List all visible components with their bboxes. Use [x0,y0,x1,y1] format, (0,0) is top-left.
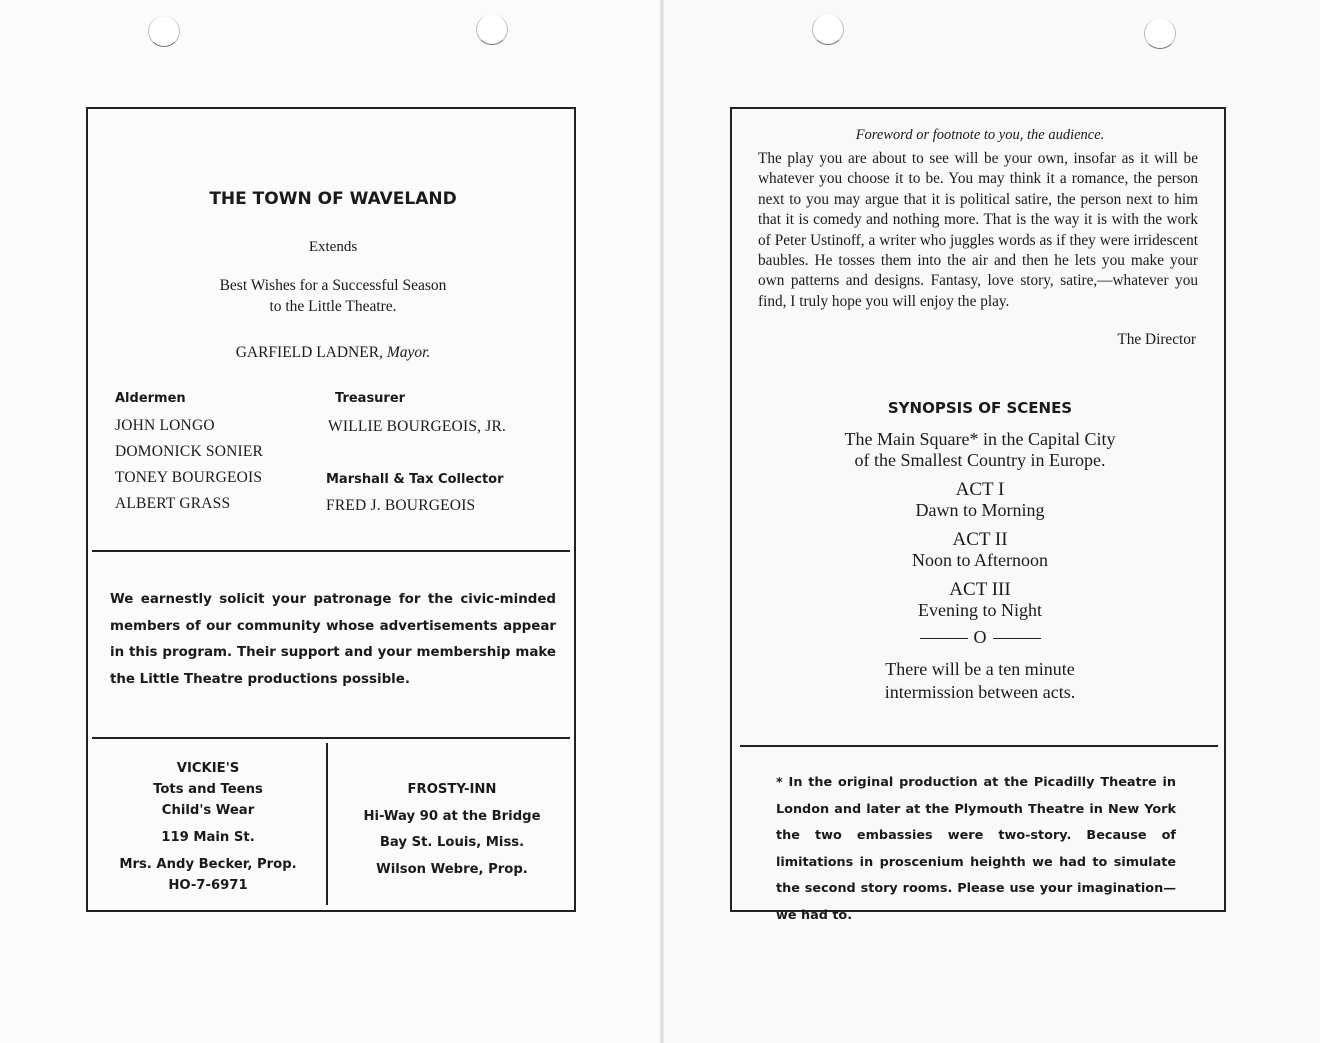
divider-mark: O [973,627,987,647]
ad-name: VICKIE'S [176,761,240,776]
binder-hole-icon [812,14,844,45]
act-title: ACT III [949,579,1011,600]
intermission-line-2: intermission between acts. [884,682,1076,702]
ad-line: Child's Wear [161,803,255,818]
alderman-name: TONEY BOURGEOIS [115,469,263,486]
ad-address: 119 Main St. [161,830,255,845]
binder-hole-icon [148,16,180,47]
wishes-line-2: to the Little Theatre. [269,298,397,315]
act-time: Noon to Afternoon [912,550,1048,570]
setting-line-1: The Main Square* in the Capital City [844,429,1116,449]
director-signature: The Director [1117,331,1196,348]
right-program-box [730,107,1226,923]
ad-line: Bay St. Louis, Miss. [379,835,525,850]
scene-setting [732,429,1228,471]
foreword-title: Foreword or footnote to you, the audience. [855,127,1105,143]
marshall-label: Marshall & Tax Collector [326,472,504,487]
mayor-line [88,344,578,362]
divider-rule [993,638,1041,639]
left-program-box [86,107,576,912]
act-title: ACT II [952,529,1008,550]
marshall-name: FRED J. BOURGEOIS [326,497,476,514]
mayor-title: Mayor. [386,344,431,361]
divider-line [92,737,570,739]
best-wishes [88,275,578,317]
ad-divider-line [326,743,328,905]
treasurer-label: Treasurer [335,391,406,406]
mayor-name: GARFIELD LADNER, [235,344,383,361]
synopsis-title: SYNOPSIS OF SCENES [887,399,1073,417]
ad-line: Tots and Teens [153,782,263,797]
act-time: Evening to Night [918,600,1042,620]
patronage-notice: We earnestly solicit your patronage for the civic-minded members of our community whose advertisements appear in this program. Their support and your membership make the Little Theatre productions possible. [110,592,556,687]
alderman-name: DOMONICK SONIER [115,443,264,460]
wishes-line-1: Best Wishes for a Successful Season [219,277,447,294]
ad-phone: HO-7-6971 [168,878,248,893]
foreword-body: The play you are about to see will be your own, insofar as it will be whatever you choose it to be. You may think it a romance, the person next to you may argue that it is political satire, the person next to him that it is comedy and nothing more. That is the way it is with the work of Peter Ustinoff, a writer who juggles words as if they were irridescent baubles. He tosses them into the air and then he lets you make your own patterns and designs. Fantasy, love story, satire,—whatever you find, I truly hope you will enjoy the play. [758,150,1198,310]
town-title: THE TOWN OF WAVELAND [209,189,457,209]
ad-line: Hi-Way 90 at the Bridge [363,808,541,824]
act-title: ACT I [955,479,1005,500]
ad-name: FROSTY-INN [407,782,497,797]
page-fold [660,0,664,1043]
divider-line [740,745,1218,747]
alderman-name: ALBERT GRASS [115,495,231,512]
intermission-note [732,658,1228,704]
production-footnote: * In the original production at the Picadilly Theatre in London and later at the Plymouth Theatre in New York the two embassies were two-story. Because of limitations in proscenium heighth we had to simulate the second story rooms. Please use your imagination—we had to. [776,775,1176,923]
ad-vickies [92,758,324,896]
ornamental-divider [732,627,1228,648]
binder-hole-icon [1144,18,1176,49]
act-time: Dawn to Morning [915,500,1045,520]
setting-line-2: of the Smallest Country in Europe. [854,450,1106,470]
binder-hole-icon [476,14,508,45]
ad-owner: Mrs. Andy Becker, Prop. [119,857,297,872]
ad-owner: Wilson Webre, Prop. [376,861,528,877]
divider-line [92,550,570,552]
treasurer-name: WILLIE BOURGEOIS, JR. [328,418,507,435]
ad-frosty-inn [330,777,574,883]
extends-text: Extends [308,239,358,255]
intermission-line-1: There will be a ten minute [885,659,1075,679]
aldermen-label: Aldermen [115,391,186,406]
divider-rule [920,638,968,639]
alderman-name: JOHN LONGO [115,417,215,434]
